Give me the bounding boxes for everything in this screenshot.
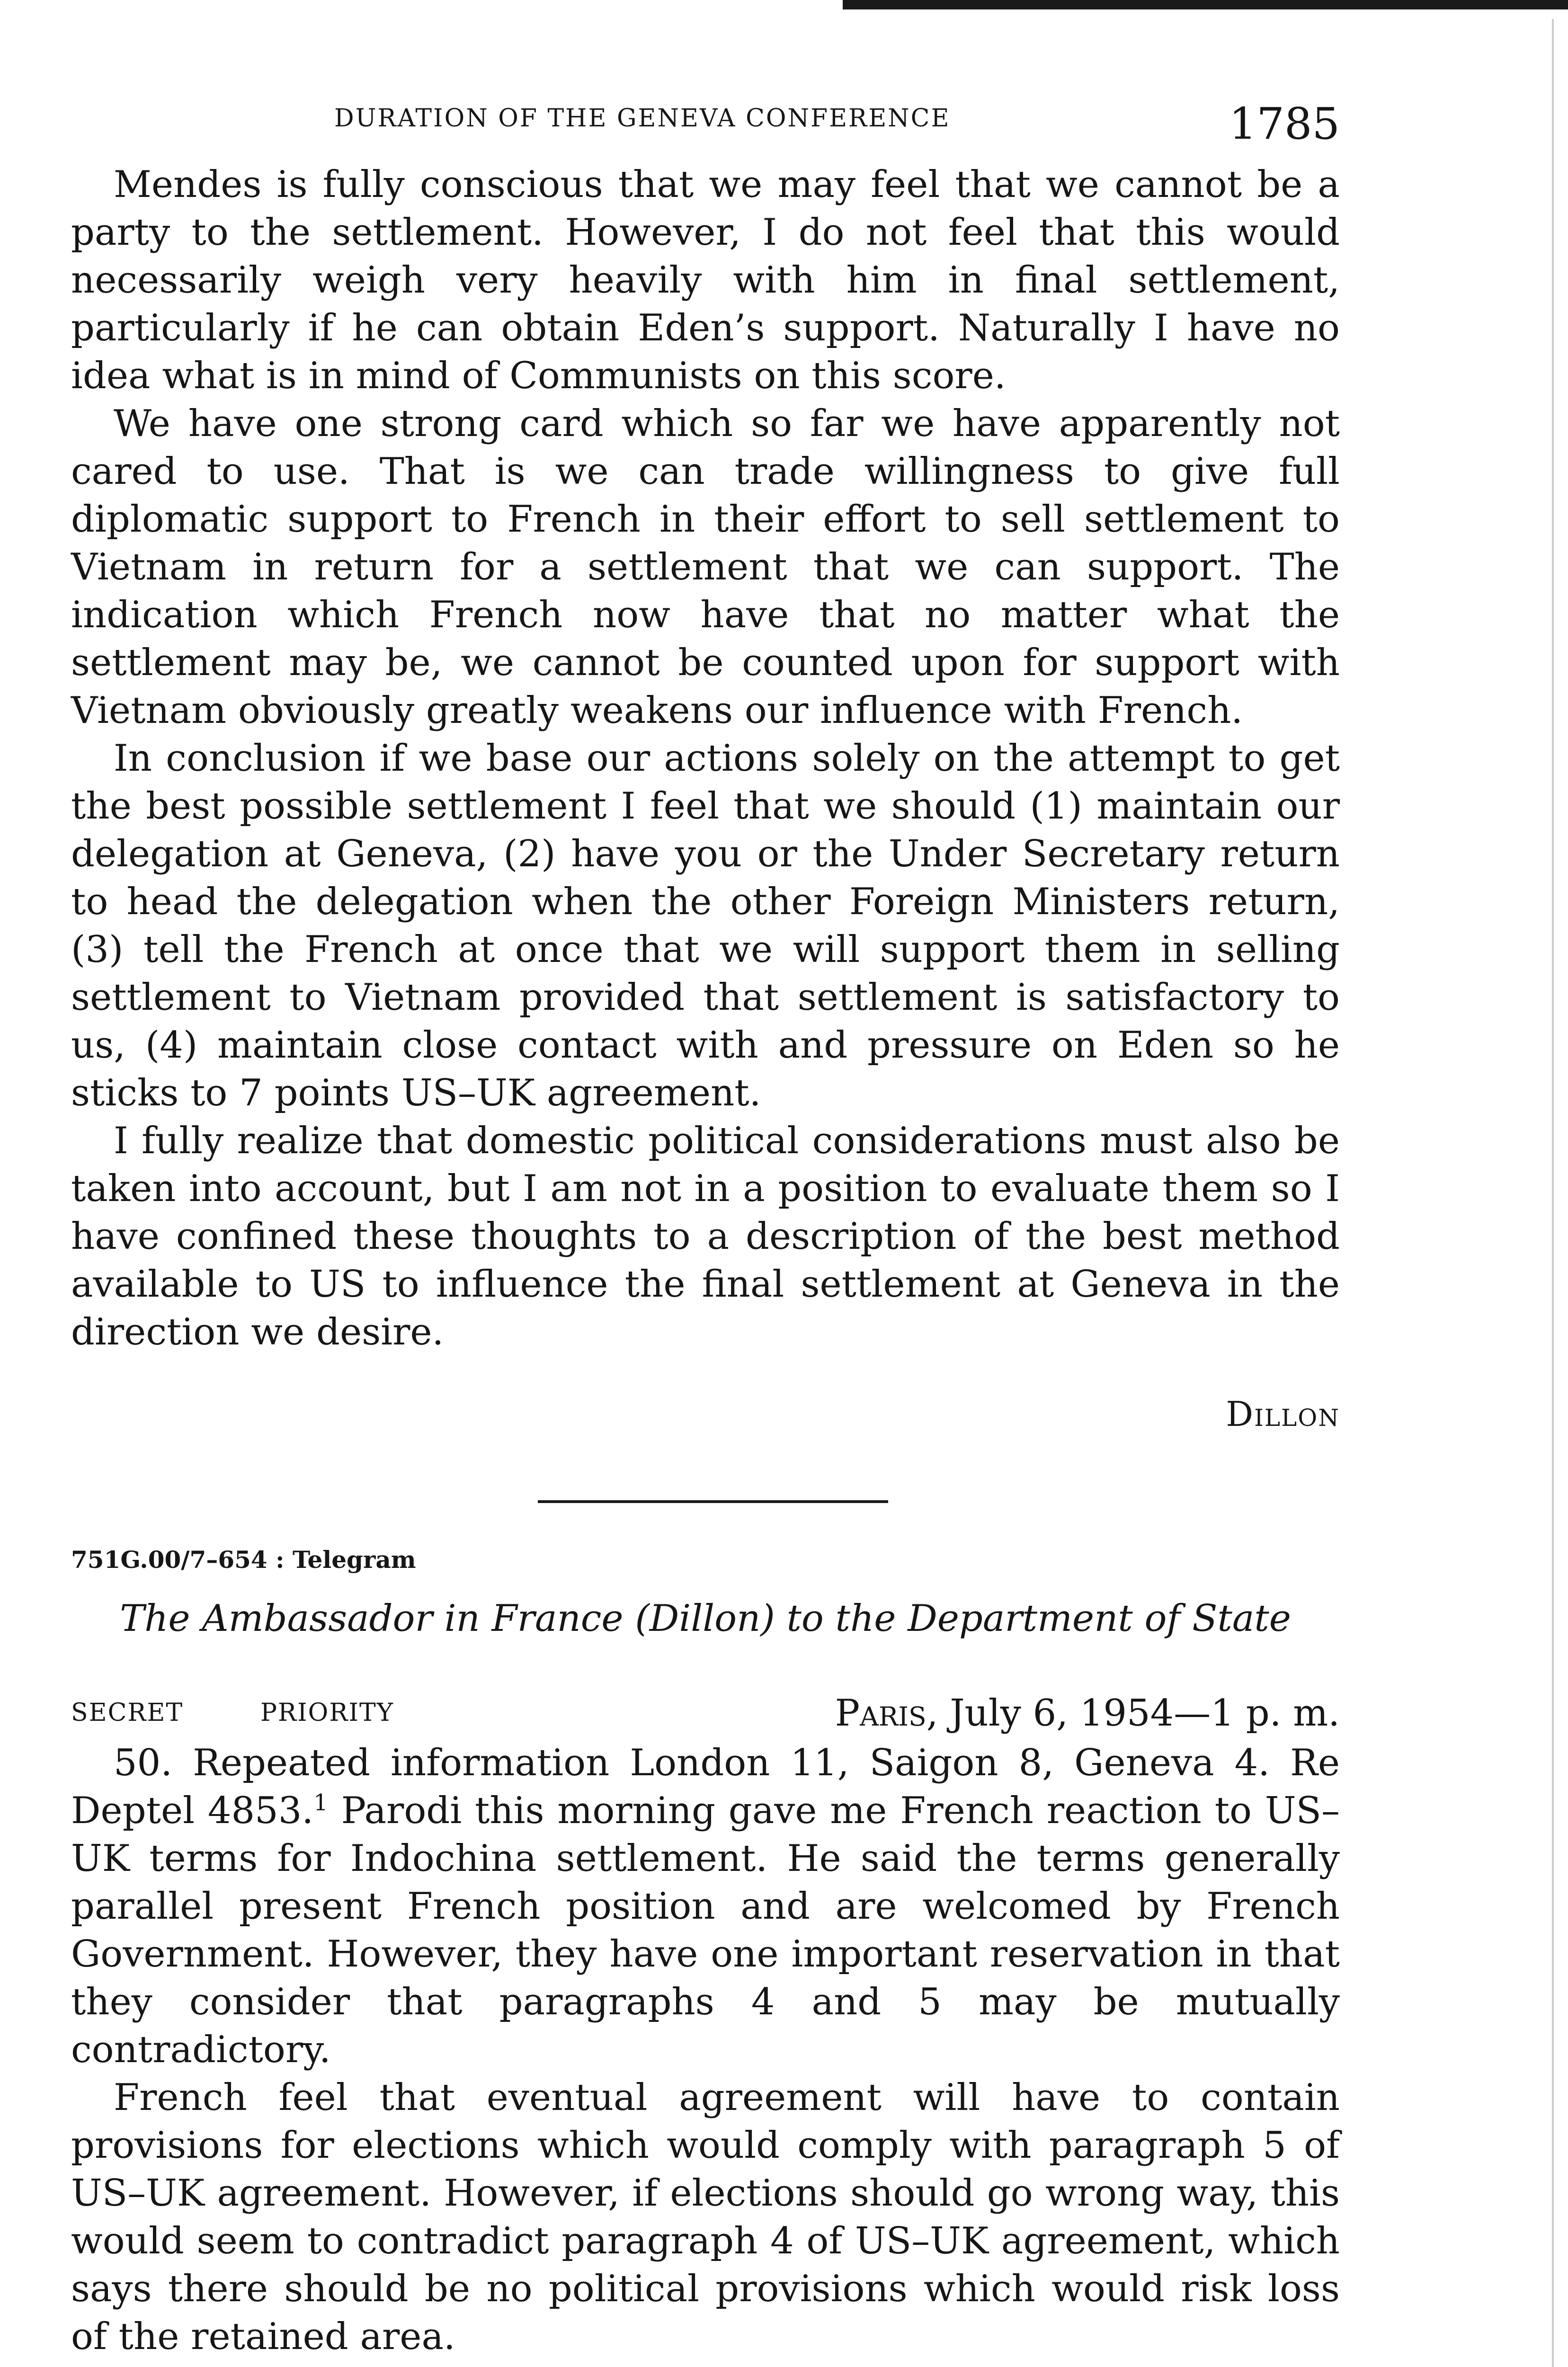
- date: , July 6, 1954—1 p. m.: [926, 1692, 1340, 1735]
- top-edge-rule: [843, 0, 1568, 9]
- telegram-paragraph-1-part-2: Parodi this morning gave me French reaction to US–UK terms for Indochina settlement. He said the terms generally parallel present French position and are welcomed by French Government. However, they have one important reservation in that they consider that paragraphs 4 and 5 may be mutually contradictory.: [71, 1789, 1340, 2071]
- paragraph-3: In conclusion if we base our actions solely on the attempt to get the best possible settlement I feel that we should (1) maintain our delegation at Geneva, (2) have you or the Under Secretary return to head the delegation when the other Foreign Ministers return, (3) tell the French at once that we will support them in selling settlement to Vietnam provided that settlement is satisfactory to us, (4) maintain close contact with and pressure on Eden so he sticks to 7 points US–UK agreement.: [71, 737, 1340, 1114]
- place-date: [835, 1692, 1340, 1735]
- page-number: 1785: [1229, 98, 1340, 149]
- telegram-paragraph-2: French feel that eventual agreement will have to contain provisions for elections which would comply with paragraph 5 of US–UK agreement. However, if elections should go wrong way, this would seem to contradict paragraph 4 of US–UK agreement, which says there should be no political provisions which would risk loss of the retained area.: [71, 2076, 1340, 2358]
- classification: SECRET: [71, 1699, 184, 1727]
- footnote-reference[interactable]: 1: [313, 1789, 328, 1816]
- precedence: PRIORITY: [260, 1699, 394, 1727]
- running-title: DURATION OF THE GENEVA CONFERENCE: [334, 104, 951, 133]
- page-header: [71, 98, 1340, 161]
- telegram-paragraph-1-part-1: 50. Repeated information London 11, Saigon 8, Geneva 4. Re Deptel 4853.: [71, 1742, 1340, 1832]
- document-title: The Ambassador in France (Dillon) to the Department of State: [120, 1597, 1291, 1640]
- page-edge-shadow: [1552, 19, 1554, 2367]
- signature: Dillon: [1226, 1394, 1340, 1434]
- telegram-paragraph-1: [71, 1739, 1340, 2074]
- paragraph-4: I fully realize that domestic political considerations must also be taken into account, but I am not in a position to evaluate them so I have confined these thoughts to a description of the best method available to US to influence the final settlement at Geneva in the direction we desire.: [71, 1120, 1340, 1353]
- paragraph-2: We have one strong card which so far we have apparently not cared to use. That is we can trade willingness to give full diplomatic support to French in their effort to sell settlement to Vietnam in return for a settlement that we can support. The indication which French now have that no matter what the settlement may be, we cannot be counted upon for support with Vietnam obviously greatly weakens our influence with French.: [71, 402, 1340, 732]
- page-content: [71, 98, 1340, 2367]
- paragraph-1: Mendes is fully conscious that we may feel that we cannot be a party to the settlement. However, I do not feel that this would necessarily weigh very heavily with him in final settlement, particularly if he can obtain Eden’s support. Naturally I have no idea what is in mind of Communists on this score.: [71, 163, 1340, 397]
- document-reference: 751G.00/7–654 : Telegram: [71, 1546, 416, 1574]
- place: Paris: [835, 1692, 927, 1735]
- classification-line: [71, 1692, 1340, 1739]
- section-divider: [538, 1500, 888, 1503]
